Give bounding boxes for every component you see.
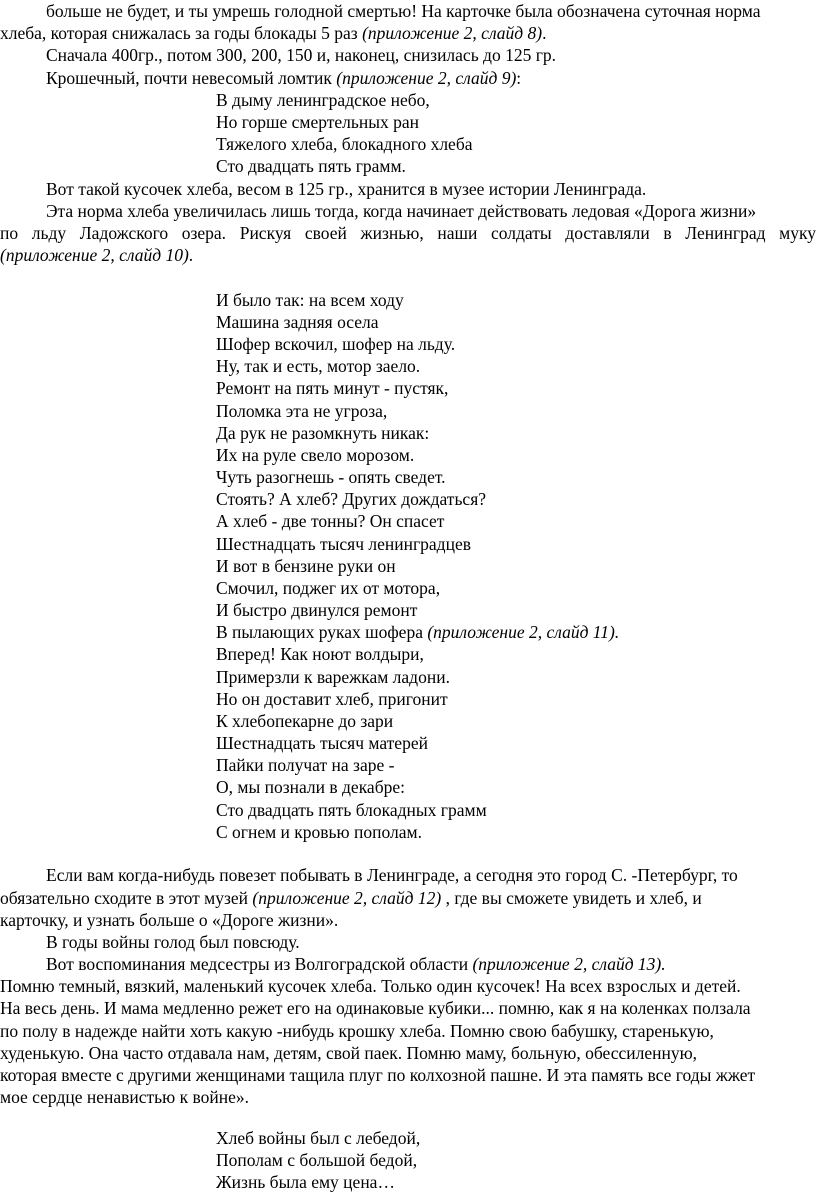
text-line — [46, 953, 666, 975]
appendix-reference: (приложение 2, слайд 10) — [0, 245, 189, 265]
poem-line — [216, 621, 619, 643]
text: Если вам когда-нибудь повезет побывать в Ленинграде, а сегодня это город С. -Петербург, то — [46, 865, 738, 885]
text: Сто двадцать пять грамм. — [216, 156, 406, 176]
text: : — [516, 68, 522, 88]
poem-line — [216, 466, 446, 488]
text: худенькую. Она часто отдавала нам, детям, свой паек. Помню маму, больную, обессиленную, — [0, 1043, 698, 1063]
text-line — [46, 931, 300, 953]
text: Вперед! Как ноют волдыри, — [216, 644, 424, 664]
text: Сначала 400гр., потом 300, 200, 150 и, наконец, снизилась до 125 гр. — [46, 45, 557, 65]
text: Но горше смертельных ран — [216, 112, 420, 132]
text: Стоять? А хлеб? Других дождаться? — [216, 489, 487, 509]
text: Примерзли к варежкам ладони. — [216, 667, 450, 687]
text-line — [46, 178, 646, 200]
poem-line — [216, 510, 444, 532]
text: больше не будет, и ты умрешь голодной смертью! На карточке была обозначена суточная норма — [46, 1, 761, 21]
poem-line — [216, 599, 417, 621]
text: И вот в бензине руки он — [216, 556, 396, 576]
text: по льду Ладожского озера. Рискуя своей жизнью, наши солдаты доставляли в Ленинград муку — [0, 223, 816, 243]
text: С огнем и кровью пополам. — [216, 822, 422, 842]
text: В пылающих руках шофера — [216, 622, 428, 642]
text-line — [0, 1020, 714, 1042]
poem-line — [216, 422, 429, 444]
text: Помню темный, вязкий, маленький кусочек хлеба. Только один кусочек! На всех взрослых и детей. — [0, 976, 741, 996]
poem-line — [216, 754, 394, 776]
poem-line — [216, 488, 486, 510]
text-line — [46, 67, 521, 89]
text: мое сердце ненавистью к войне». — [0, 1087, 249, 1107]
text: карточку, и узнать больше о «Дороге жизни». — [0, 910, 339, 930]
poem-line — [216, 155, 406, 177]
text-line — [0, 975, 741, 997]
poem-line — [216, 400, 387, 422]
poem-line — [216, 89, 430, 111]
text: И было так: на всем ходу — [216, 290, 404, 310]
text: Эта норма хлеба увеличилась лишь тогда, когда начинает действовать ледовая «Дорога жизни» — [46, 201, 757, 221]
text: Шестнадцать тысяч ленинградцев — [216, 534, 471, 554]
poem-line — [216, 821, 422, 843]
text: На весь день. И мама медленно режет его на одинаковые кубики... помню, как я на коленках ползала — [0, 998, 751, 1018]
text: Да рук не разомкнуть никак: — [216, 423, 430, 443]
text-line — [0, 222, 816, 244]
appendix-reference: (приложение 2, слайд 13). — [472, 954, 666, 974]
appendix-reference: (приложение 2, слайд 9) — [336, 68, 517, 88]
text: Смочил, поджег их от мотора, — [216, 578, 441, 598]
text: хлеба, которая снижалась за годы блокады 5 раз — [0, 23, 363, 43]
text-line — [46, 864, 738, 886]
text: К хлебопекарне до зари — [216, 711, 394, 731]
poem-line — [216, 133, 472, 155]
text-line — [46, 0, 760, 22]
poem-line — [216, 444, 414, 466]
text-line — [0, 909, 338, 931]
poem-line — [216, 555, 396, 577]
appendix-reference: (приложение 2, слайд 12) — [252, 888, 442, 908]
text: Чуть разогнешь - опять сведет. — [216, 467, 446, 487]
text: В годы войны голод был повсюду. — [46, 932, 300, 952]
text: , где вы сможете увидеть и хлеб, и — [441, 888, 702, 908]
text-line — [0, 244, 193, 266]
poem-line — [216, 710, 393, 732]
text: Ну, так и есть, мотор заело. — [216, 356, 421, 376]
text: Ремонт на пять минут - пустяк, — [216, 378, 449, 398]
text: Крошечный, почти невесомый ломтик — [46, 68, 337, 88]
appendix-reference: (приложение 2, слайд 11). — [427, 622, 620, 642]
text: Их на руле свело морозом. — [216, 445, 415, 465]
poem-line — [216, 1127, 420, 1149]
text-line — [0, 1042, 697, 1064]
text: О, мы познали в декабре: — [216, 777, 405, 797]
text: Вот воспоминания медсестры из Волгоградской области — [46, 954, 473, 974]
text: Хлеб войны был с лебедой, — [216, 1128, 421, 1148]
text: Поломка эта не угроза, — [216, 401, 388, 421]
text-line — [0, 22, 546, 44]
appendix-reference: (приложение 2, слайд 8) — [362, 23, 543, 43]
text: Тяжелого хлеба, блокадного хлеба — [216, 134, 473, 154]
text: Но он доставит хлеб, пригонит — [216, 689, 448, 709]
poem-line — [216, 111, 419, 133]
text: Вот такой кусочек хлеба, весом в 125 гр., хранится в музее истории Ленинграда. — [46, 179, 647, 199]
text-line — [0, 887, 702, 909]
poem-line — [216, 688, 448, 710]
text: А хлеб - две тонны? Он спасет — [216, 511, 445, 531]
poem-line — [216, 776, 405, 798]
text: В дыму ленинградское небо, — [216, 90, 430, 110]
poem-line — [216, 333, 455, 355]
text: И быстро двинулся ремонт — [216, 600, 418, 620]
text: которая вместе с другими женщинами тащила плуг по колхозной пашне. И эта память все годы жжет — [0, 1065, 756, 1085]
poem-line — [216, 1171, 395, 1193]
poem-line — [216, 1149, 417, 1171]
text: . — [188, 245, 194, 265]
poem-line — [216, 643, 424, 665]
poem-line — [216, 732, 428, 754]
text: обязательно сходите в этот музей — [0, 888, 253, 908]
text: Пайки получат на заре - — [216, 755, 395, 775]
text: по полу в надежде найти хоть какую -нибудь крошку хлеба. Помню свою бабушку, старенькую, — [0, 1021, 714, 1041]
poem-line — [216, 666, 450, 688]
poem-line — [216, 289, 404, 311]
text-line — [0, 1086, 249, 1108]
poem-line — [216, 377, 448, 399]
poem-line — [216, 533, 471, 555]
text-line — [46, 44, 556, 66]
text: Машина задняя осела — [216, 312, 379, 332]
text-line — [0, 997, 751, 1019]
text: Пополам с большой бедой, — [216, 1150, 418, 1170]
text: Сто двадцать пять блокадных грамм — [216, 800, 487, 820]
text-line — [0, 1064, 755, 1086]
text: . — [542, 23, 547, 43]
poem-line — [216, 577, 440, 599]
poem-line — [216, 799, 487, 821]
text: Жизнь была ему цена… — [216, 1172, 395, 1192]
text-line — [46, 200, 756, 222]
poem-line — [216, 311, 379, 333]
poem-line — [216, 355, 420, 377]
text: Шофер вскочил, шофер на льду. — [216, 334, 456, 354]
text: Шестнадцать тысяч матерей — [216, 733, 428, 753]
